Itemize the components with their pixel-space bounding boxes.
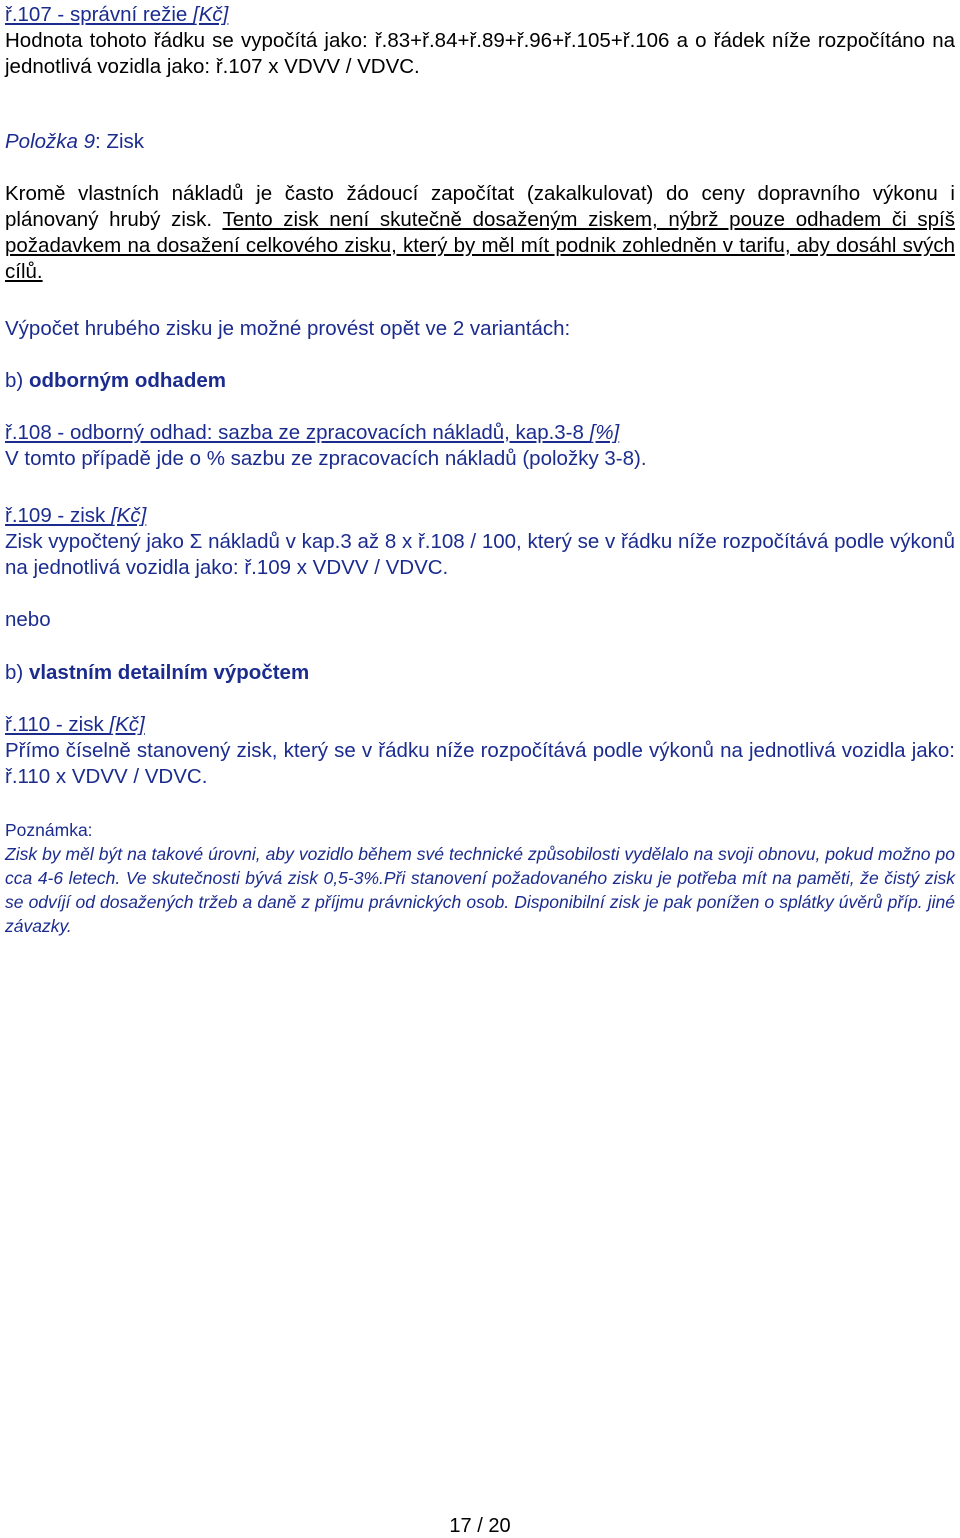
r110-title: ř.110 - zisk — [5, 713, 110, 736]
section-r107 — [5, 2, 955, 80]
item9-para-underlined: Tento zisk není skutečně dosaženým ziskem, nýbrž pouze odhadem či spíš požadavkem na dosažení celkového zisku, který by měl mít podnik zohledněn v tarifu, aby dosáhl svých cílů. — [5, 208, 955, 283]
item9-para-plain: Kromě vlastních nákladů je často žádoucí započítat (zakalkulovat) do ceny dopravního výkonu i plánovaný hrubý zisk. — [5, 182, 955, 231]
note-text-2: Při stanovení požadovaného zisku je potřeba mít na paměti, že čistý zisk se odvíjí od dosažených tržeb a daně z příjmu právnických osob. — [5, 868, 955, 912]
variants-intro-text: Výpočet hrubého zisku je možné provést opět ve 2 variantách: — [5, 317, 571, 340]
r109-line: Zisk vypočtený jako Σ nákladů v kap.3 až 8 x ř.108 / 100, který se v řádku níže rozpočítává podle výkonů na jednotlivá vozidla jako: ř.109 x VDVV / VDVC. — [5, 530, 955, 579]
variant-b-label: vlastním detailním výpočtem — [28, 661, 310, 684]
r110-unit: [Kč] — [109, 713, 145, 736]
note-block — [5, 818, 955, 938]
nebo — [5, 607, 955, 633]
r109-title: ř.109 - zisk — [5, 504, 111, 527]
section-r109 — [5, 503, 955, 581]
section-r108 — [5, 420, 955, 472]
r109-unit: [Kč] — [110, 504, 147, 527]
r108-line: V tomto případě jde o % sazbu ze zpracovacích nákladů (položky 3-8). — [5, 447, 647, 470]
item9-paragraph — [5, 181, 955, 285]
r107-title-text: ř.107 - správní režie — [5, 3, 193, 26]
note-text-1: Zisk by měl být na takové úrovni, aby vozidlo během své technické způsobilosti vydělalo na svoji obnovu, pokud možno po cca 4-6 letech. Ve skutečnosti bývá zisk 0,5-3%. — [5, 844, 955, 888]
variant-a-heading — [5, 368, 955, 394]
item9-heading-prefix: Položka 9 — [5, 130, 96, 153]
variant-b-heading — [5, 660, 955, 686]
r110-line: Přímo číselně stanovený zisk, který se v řádku níže rozpočítává podle výkonů na jednotlivá vozidla jako: ř.110 x VDVV / VDVC. — [5, 739, 955, 788]
variant-b-marker: b) — [5, 661, 29, 684]
variant-a-marker: b) — [5, 369, 29, 392]
nebo-text: nebo — [5, 608, 51, 631]
r107-title — [5, 2, 955, 28]
r108-title: ř.108 - odborný odhad: sazba ze zpracovacích nákladů, kap.3-8 — [5, 421, 590, 444]
note-text-3: Disponibilní zisk je pak ponížen o splátky úvěrů příp. jiné závazky. — [5, 892, 955, 936]
section-r110 — [5, 712, 955, 790]
variant-a-label: odborným odhadem — [28, 369, 226, 392]
item9-heading-rest: : Zisk — [95, 130, 144, 153]
note-label: Poznámka: — [5, 820, 93, 840]
r108-unit: [%] — [589, 421, 620, 444]
page-number: 17 / 20 — [449, 1515, 511, 1537]
r107-unit: [Kč] — [193, 3, 229, 26]
r107-formula: Hodnota tohoto řádku se vypočítá jako: ř.83+ř.84+ř.89+ř.96+ř.105+ř.106 a o řádek níže rozpočítáno na jednotlivá vozidla jako: ř.107 x VDVV / VDVC. — [5, 29, 955, 78]
item9-heading — [5, 129, 955, 155]
variants-intro — [5, 316, 955, 342]
